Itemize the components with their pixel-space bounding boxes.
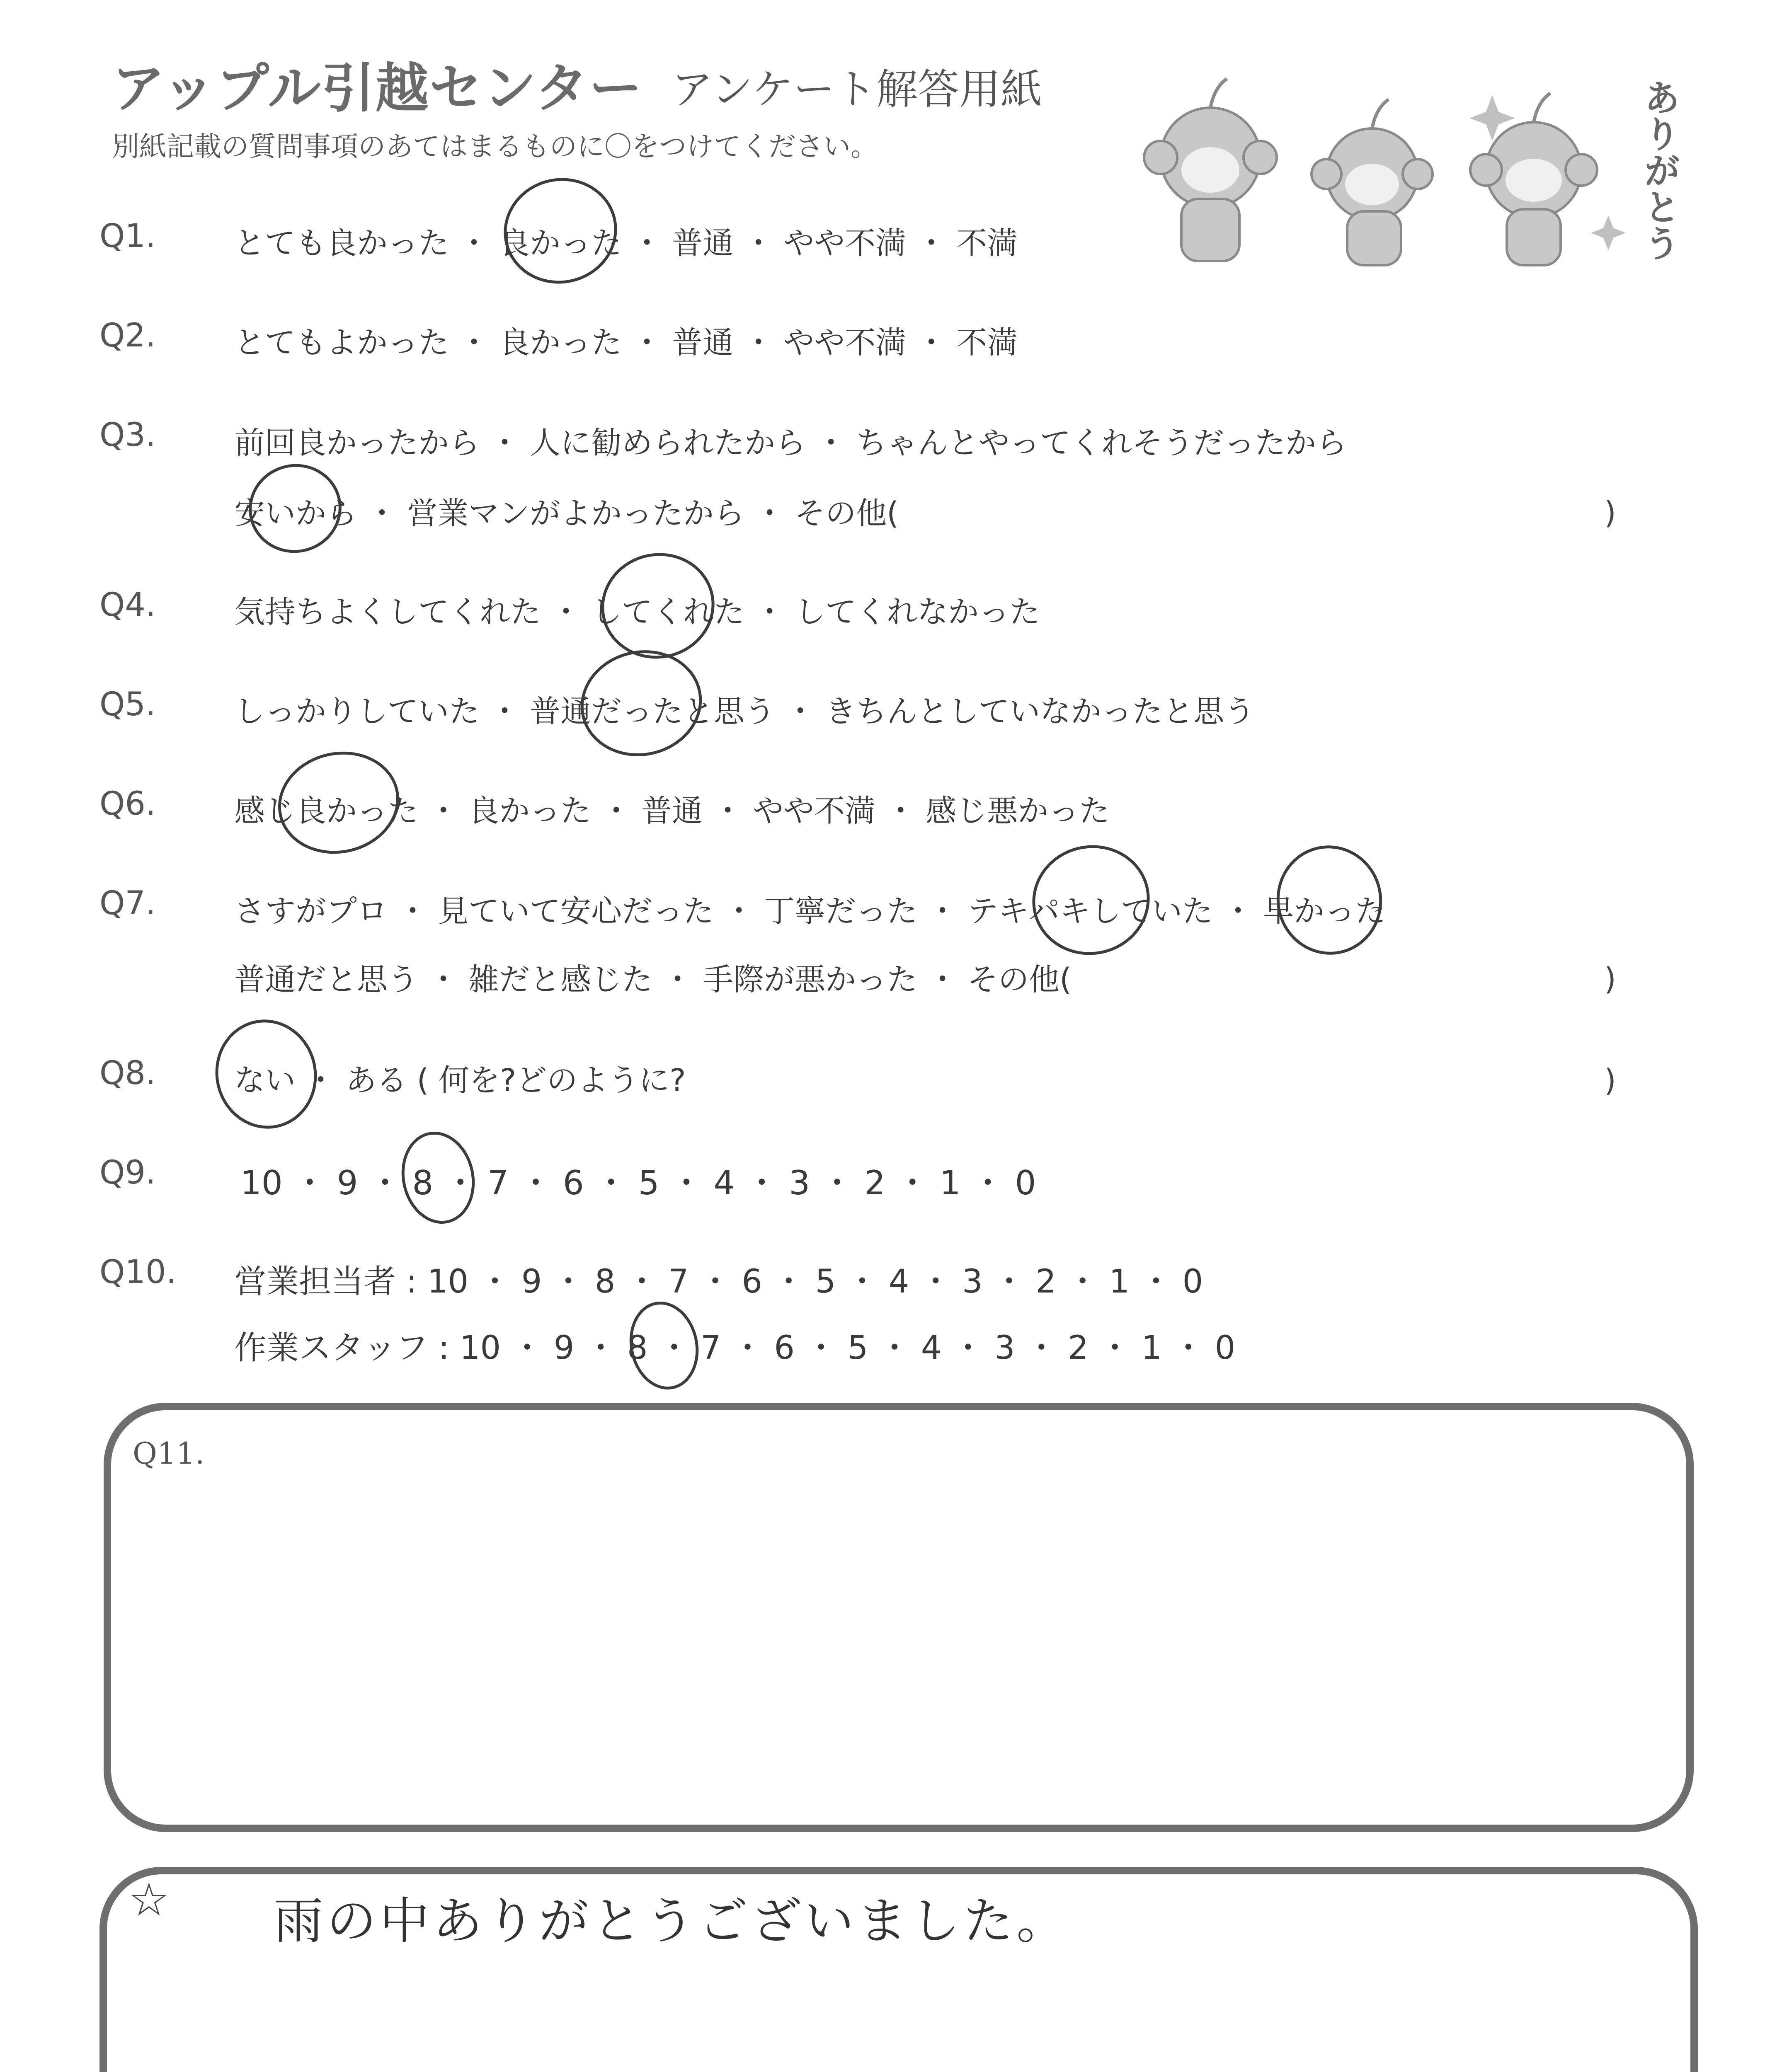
q6-selection-mark	[269, 741, 409, 865]
q9-selection-mark	[393, 1125, 483, 1230]
q1-label: Q1.	[99, 218, 156, 255]
q8-label: Q8.	[99, 1055, 156, 1092]
q3-options-line2[interactable]: 安いから ・ 営業マンがよかったから ・ その他(	[234, 496, 899, 531]
q9-scale[interactable]: 10 ・ 9 ・ 8 ・ 7 ・ 6 ・ 5 ・ 4 ・ 3 ・ 2 ・ 1 ・ 0	[240, 1164, 1036, 1202]
q8-paren-close: )	[1604, 1063, 1616, 1099]
q4-selection-mark	[592, 542, 725, 669]
q3-options-line1[interactable]: 前回良かったから ・ 人に勧められたから ・ ちゃんとやってくれそうだったから	[234, 425, 1347, 461]
q4-label: Q4.	[99, 586, 156, 624]
q2-options[interactable]: とてもよかった ・ 良かった ・ 普通 ・ やや不満 ・ 不満	[234, 325, 1018, 361]
q1-selection-mark	[494, 167, 627, 294]
q3-selection-mark	[240, 455, 350, 562]
q5-label: Q5.	[99, 686, 156, 723]
q8-selection-mark	[205, 1010, 327, 1138]
q9-label: Q9.	[99, 1154, 156, 1191]
q3-paren-close: )	[1604, 495, 1616, 531]
q10-sales-scale[interactable]: 営業担当者 : 10 ・ 9 ・ 8 ・ 7 ・ 6 ・ 5 ・ 4 ・ 3 ・ 2 ・ 1 ・ 0	[234, 1263, 1203, 1300]
q11-answer-box[interactable]	[104, 1403, 1694, 1832]
q11-label: Q11.	[133, 1436, 205, 1471]
form-subtitle: アンケート解答用紙	[672, 65, 1042, 114]
star-icon: ☆	[128, 1873, 170, 1926]
q7-options-line2[interactable]: 普通だと思う ・ 雑だと感じた ・ 手際が悪かった ・ その他(	[234, 962, 1072, 997]
q8-options[interactable]: ない ・ ある ( 何を?どのように?	[234, 1063, 686, 1098]
company-title: アップル引越センター	[112, 58, 643, 119]
q10-label: Q10.	[99, 1254, 177, 1291]
q6-options[interactable]: 感じ良かった ・ 良かった ・ 普通 ・ やや不満 ・ 感じ悪かった	[234, 793, 1110, 829]
q5-selection-mark	[571, 639, 712, 767]
q5-options[interactable]: しっかりしていた ・ 普通だったと思う ・ きちんとしていなかったと思う	[234, 694, 1255, 729]
q10-staff-scale[interactable]: 作業スタッフ : 10 ・ 9 ・ 8 ・ 7 ・ 6 ・ 5 ・ 4 ・ 3 ・ 2 ・ 1 ・ 0	[234, 1329, 1236, 1367]
q7-label: Q7.	[99, 885, 156, 922]
instruction-text: 別紙記載の質問事項のあてはまるものに〇をつけてください。	[112, 131, 878, 162]
q7-paren-close: )	[1604, 961, 1616, 997]
mascot-illustration	[1119, 62, 1691, 278]
q2-label: Q2.	[99, 317, 156, 354]
mascot-caption: ありがとう	[1638, 79, 1681, 261]
q1-options[interactable]: とても良かった ・ 良かった ・ 普通 ・ やや不満 ・ 不満	[234, 225, 1018, 261]
q7-selection-mark-2	[1266, 835, 1392, 964]
q4-options[interactable]: 気持ちよくしてくれた ・ してくれた ・ してくれなかった	[234, 594, 1040, 630]
q7-selection-mark-1	[1022, 834, 1160, 966]
q10-staff-selection-mark	[622, 1295, 707, 1396]
q6-label: Q6.	[99, 785, 156, 823]
q3-label: Q3.	[99, 416, 156, 454]
handwritten-comment: 雨の中ありがとうございました。	[274, 1893, 1069, 1950]
q7-options-line1[interactable]: さすがプロ ・ 見ていて安心だった ・ 丁寧だった ・ テキパキしていた ・ 早かった	[234, 893, 1386, 929]
